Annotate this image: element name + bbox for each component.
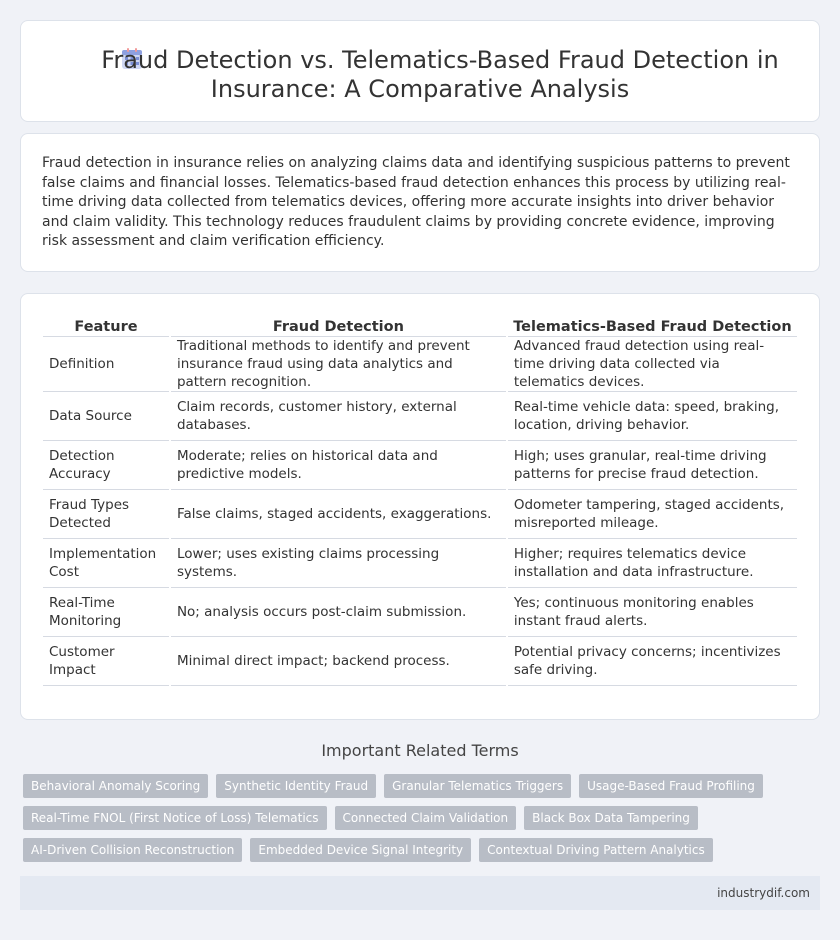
related-term-tag[interactable]: Embedded Device Signal Integrity bbox=[250, 838, 471, 862]
related-term-tag[interactable]: Contextual Driving Pattern Analytics bbox=[479, 838, 713, 862]
page-title bbox=[21, 46, 819, 104]
title-card bbox=[20, 20, 820, 122]
related-term-tag[interactable]: Real-Time FNOL (First Notice of Loss) Telematics bbox=[23, 806, 327, 830]
intro-paragraph: Fraud detection in insurance relies on analyzing claims data and identifying suspicious patterns to prevent false claims and financial losses. Telematics-based fraud detection enhances this process by utilizing real-time driving data collected from telematics devices, offering more accurate insights into driver behavior and claim validity. This technology reduces fraudulent claims by providing concrete evidence, improving risk assessment and claim verification efficiency. bbox=[42, 155, 790, 249]
feature-cell: Implementation Cost bbox=[43, 539, 169, 588]
telematics-cell: Advanced fraud detection using real-time driving data collected via telematics devices. bbox=[508, 337, 797, 392]
telematics-cell: Real-time vehicle data: speed, braking, location, driving behavior. bbox=[508, 392, 797, 441]
related-terms-row-1 bbox=[23, 774, 763, 798]
feature-cell: Real-Time Monitoring bbox=[43, 588, 169, 637]
fraud-detection-cell: Traditional methods to identify and prevent insurance fraud using data analytics and pattern recognition. bbox=[171, 337, 506, 392]
table-row bbox=[43, 539, 797, 588]
footer-site-link[interactable]: industrydif.com bbox=[717, 886, 810, 900]
feature-cell: Fraud Types Detected bbox=[43, 490, 169, 539]
feature-cell: Data Source bbox=[43, 392, 169, 441]
fraud-detection-cell: False claims, staged accidents, exaggerations. bbox=[171, 490, 506, 539]
feature-cell: Detection Accuracy bbox=[43, 441, 169, 490]
fraud-detection-cell: No; analysis occurs post-claim submission. bbox=[171, 588, 506, 637]
table-row bbox=[43, 637, 797, 686]
telematics-cell: Higher; requires telematics device installation and data infrastructure. bbox=[508, 539, 797, 588]
fraud-detection-cell: Minimal direct impact; backend process. bbox=[171, 637, 506, 686]
header-feature: Feature bbox=[43, 314, 169, 337]
telematics-cell: Yes; continuous monitoring enables instant fraud alerts. bbox=[508, 588, 797, 637]
feature-cell: Customer Impact bbox=[43, 637, 169, 686]
telematics-cell: Potential privacy concerns; incentivizes safe driving. bbox=[508, 637, 797, 686]
fraud-detection-cell: Claim records, customer history, external databases. bbox=[171, 392, 506, 441]
related-terms-row-3 bbox=[23, 838, 713, 862]
intro-card bbox=[20, 133, 820, 272]
page-title-line-2: Insurance: A Comparative Analysis bbox=[210, 75, 630, 103]
related-term-tag[interactable]: Synthetic Identity Fraud bbox=[216, 774, 376, 798]
table-header-row bbox=[43, 314, 797, 337]
related-term-tag[interactable]: Black Box Data Tampering bbox=[524, 806, 698, 830]
footer-bar bbox=[20, 876, 820, 910]
related-term-tag[interactable]: Usage-Based Fraud Profiling bbox=[579, 774, 763, 798]
header-telematics: Telematics-Based Fraud Detection bbox=[508, 314, 797, 337]
page-title-line-1: Fraud Detection vs. Telematics-Based Fraud Detection in bbox=[101, 46, 779, 74]
related-term-tag[interactable]: Behavioral Anomaly Scoring bbox=[23, 774, 208, 798]
table-row bbox=[43, 392, 797, 441]
table-row bbox=[43, 490, 797, 539]
related-terms-row-2 bbox=[23, 806, 698, 830]
telematics-cell: Odometer tampering, staged accidents, misreported mileage. bbox=[508, 490, 797, 539]
related-term-tag[interactable]: Granular Telematics Triggers bbox=[384, 774, 571, 798]
table-row bbox=[43, 441, 797, 490]
table-row bbox=[43, 588, 797, 637]
related-terms-title: Important Related Terms bbox=[321, 741, 519, 760]
telematics-cell: High; uses granular, real-time driving patterns for precise fraud detection. bbox=[508, 441, 797, 490]
related-term-tag[interactable]: AI-Driven Collision Reconstruction bbox=[23, 838, 242, 862]
comparison-table-card bbox=[20, 293, 820, 720]
related-term-tag[interactable]: Connected Claim Validation bbox=[335, 806, 517, 830]
table-row bbox=[43, 337, 797, 392]
header-fraud-detection: Fraud Detection bbox=[171, 314, 506, 337]
fraud-detection-cell: Lower; uses existing claims processing systems. bbox=[171, 539, 506, 588]
fraud-detection-cell: Moderate; relies on historical data and predictive models. bbox=[171, 441, 506, 490]
comparison-table bbox=[41, 314, 799, 686]
feature-cell: Definition bbox=[43, 337, 169, 392]
